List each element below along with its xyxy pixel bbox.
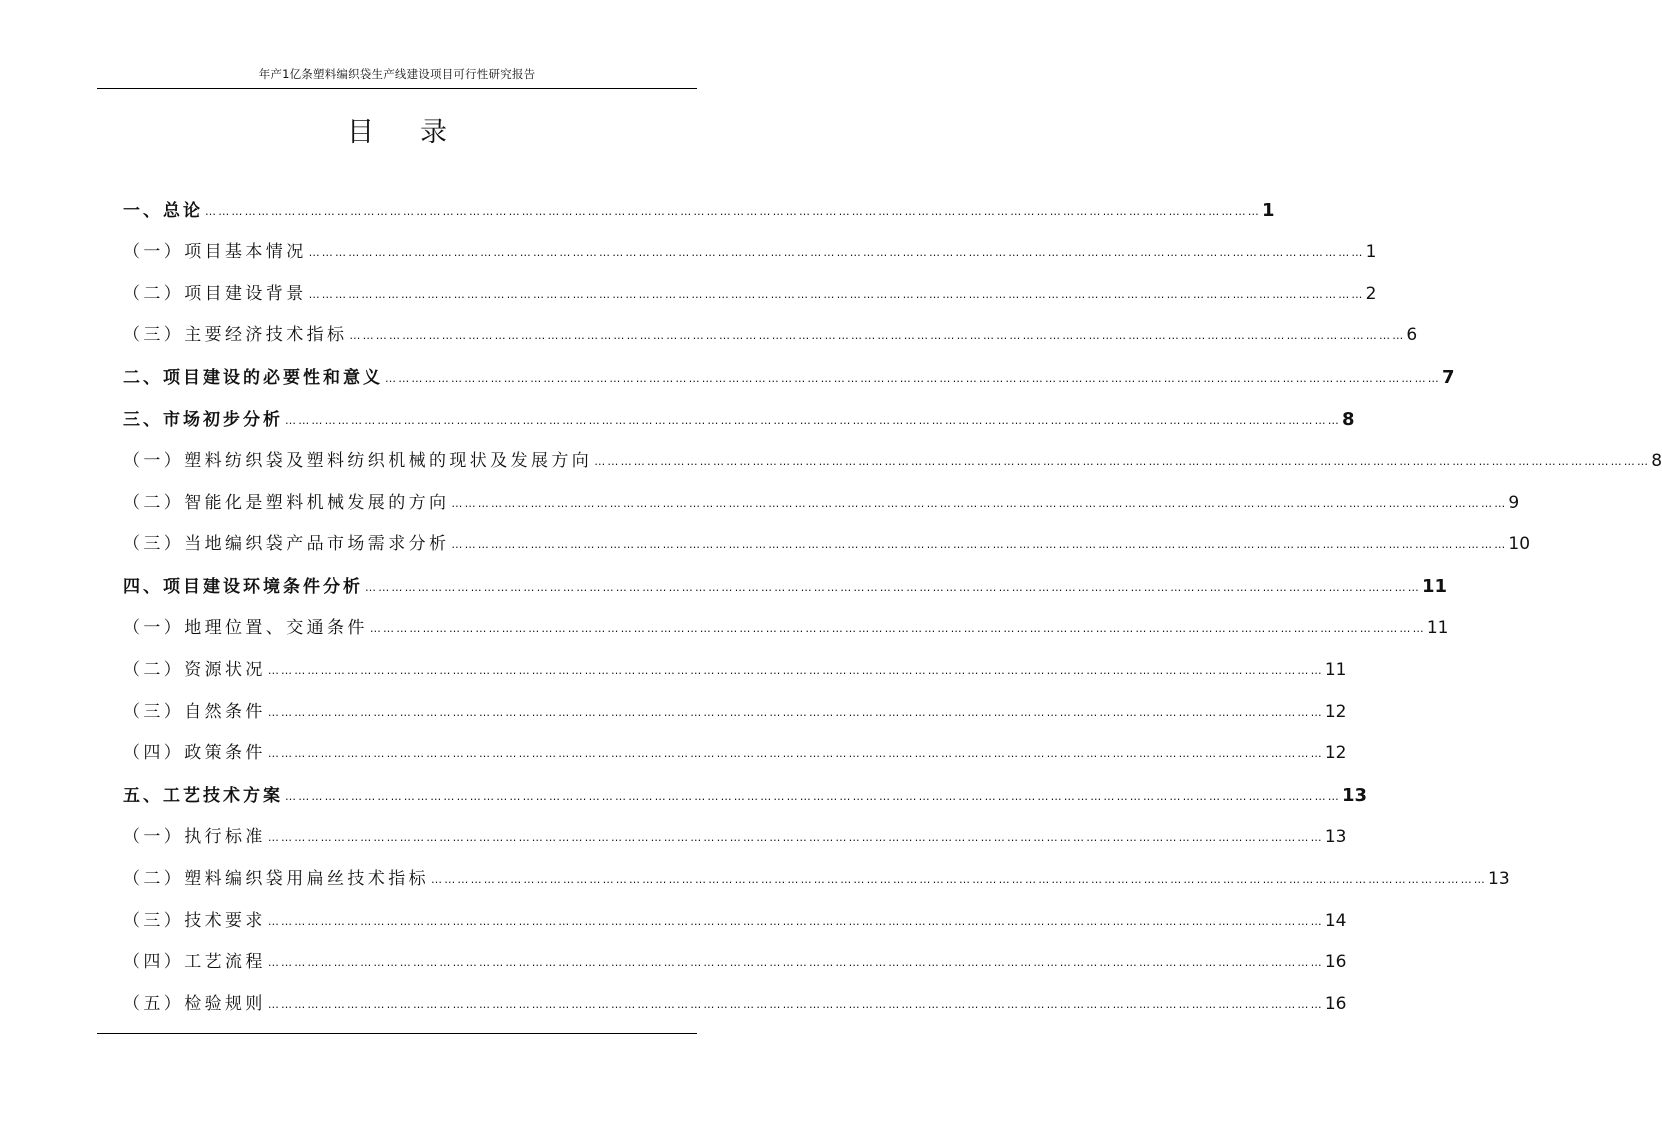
toc-dot-leader: …………………………………………………………………………………………………………………………………………………………………………………………………………………… bbox=[308, 287, 1365, 301]
toc-page-number: 11 bbox=[1324, 659, 1347, 680]
toc-dot-leader: …………………………………………………………………………………………………………………………………………………………………………………………………………………… bbox=[267, 663, 1324, 677]
toc-page-number: 13 bbox=[1342, 785, 1368, 807]
toc-page-number: 11 bbox=[1422, 576, 1448, 598]
toc-dot-leader: …………………………………………………………………………………………………………………………………………………………………………………………………………………… bbox=[285, 413, 1341, 427]
toc-page-number: 9 bbox=[1508, 492, 1520, 513]
toc-page-number: 8 bbox=[1651, 450, 1662, 471]
toc-page-number: 16 bbox=[1324, 994, 1347, 1015]
toc-page-number: 13 bbox=[1488, 868, 1510, 889]
toc-section-entry[interactable] bbox=[123, 650, 1347, 692]
toc-chapter-entry[interactable] bbox=[123, 357, 1455, 399]
running-header: 年产1亿条塑料编织袋生产线建设项目可行性研究报告 bbox=[258, 67, 536, 81]
toc-entry-label: （一）项目基本情况 bbox=[123, 241, 307, 262]
toc-dot-leader: …………………………………………………………………………………………………………………………………………………………………………………………………………………… bbox=[431, 872, 1487, 886]
table-of-contents bbox=[123, 190, 1662, 1026]
toc-entry-label: （五）检验规则 bbox=[123, 994, 266, 1015]
toc-dot-leader: …………………………………………………………………………………………………………………………………………………………………………………………………………………… bbox=[308, 245, 1365, 259]
toc-section-entry[interactable] bbox=[123, 733, 1347, 775]
toc-section-entry[interactable] bbox=[123, 441, 1662, 483]
toc-entry-label: （一）执行标准 bbox=[123, 826, 266, 847]
toc-dot-leader: …………………………………………………………………………………………………………………………………………………………………………………………………………………… bbox=[349, 329, 1406, 343]
toc-page-number: 16 bbox=[1324, 952, 1347, 973]
toc-section-entry[interactable] bbox=[123, 483, 1520, 525]
toc-entry-label: 三、市场初步分析 bbox=[123, 409, 283, 430]
toc-entry-label: （三）当地编织袋产品市场需求分析 bbox=[123, 534, 450, 555]
toc-entry-label: 二、项目建设的必要性和意义 bbox=[123, 368, 383, 389]
toc-entry-label: 四、项目建设环境条件分析 bbox=[123, 577, 363, 598]
toc-page-number: 2 bbox=[1365, 283, 1377, 304]
toc-section-entry[interactable] bbox=[123, 859, 1510, 901]
toc-dot-leader: …………………………………………………………………………………………………………………………………………………………………………………………………………………… bbox=[267, 747, 1324, 761]
toc-section-entry[interactable] bbox=[123, 984, 1347, 1026]
toc-section-entry[interactable] bbox=[123, 608, 1449, 650]
toc-dot-leader: …………………………………………………………………………………………………………………………………………………………………………………………………………………… bbox=[385, 372, 1441, 386]
toc-page-number: 6 bbox=[1406, 325, 1418, 346]
toc-section-entry[interactable] bbox=[123, 901, 1347, 943]
toc-dot-leader: …………………………………………………………………………………………………………………………………………………………………………………………………………………… bbox=[267, 830, 1324, 844]
title-char-right: 录 bbox=[420, 117, 447, 148]
toc-dot-leader: …………………………………………………………………………………………………………………………………………………………………………………………………………………… bbox=[594, 454, 1651, 468]
toc-page-number: 8 bbox=[1342, 408, 1355, 430]
toc-entry-label: （一）塑料纺织袋及塑料纺织机械的现状及发展方向 bbox=[123, 450, 593, 471]
toc-dot-leader: …………………………………………………………………………………………………………………………………………………………………………………………………………………… bbox=[205, 205, 1261, 218]
toc-section-entry[interactable] bbox=[123, 315, 1418, 357]
toc-entry-label: 一、总论 bbox=[123, 201, 203, 221]
toc-chapter-entry[interactable] bbox=[123, 399, 1355, 441]
page-title bbox=[0, 110, 794, 149]
toc-dot-leader: …………………………………………………………………………………………………………………………………………………………………………………………………………………… bbox=[285, 790, 1341, 804]
toc-page-number: 12 bbox=[1324, 701, 1347, 722]
toc-dot-leader: …………………………………………………………………………………………………………………………………………………………………………………………………………………… bbox=[267, 956, 1324, 970]
toc-section-entry[interactable] bbox=[123, 274, 1377, 316]
toc-dot-leader: …………………………………………………………………………………………………………………………………………………………………………………………………………………… bbox=[369, 621, 1426, 635]
toc-section-entry[interactable] bbox=[123, 232, 1377, 274]
toc-page-number: 12 bbox=[1324, 743, 1347, 764]
toc-entry-label: （二）塑料编织袋用扁丝技术指标 bbox=[123, 868, 429, 889]
toc-section-entry[interactable] bbox=[123, 524, 1531, 566]
toc-entry-label: 五、工艺技术方案 bbox=[123, 786, 283, 807]
footer-rule bbox=[97, 1033, 697, 1034]
toc-entry-label: （二）项目建设背景 bbox=[123, 283, 307, 304]
toc-page-number: 7 bbox=[1442, 367, 1455, 389]
toc-chapter-entry[interactable] bbox=[123, 566, 1448, 608]
toc-dot-leader: …………………………………………………………………………………………………………………………………………………………………………………………………………………… bbox=[365, 581, 1421, 595]
toc-section-entry[interactable] bbox=[123, 817, 1347, 859]
toc-dot-leader: …………………………………………………………………………………………………………………………………………………………………………………………………………………… bbox=[451, 496, 1508, 510]
toc-section-entry[interactable] bbox=[123, 692, 1347, 734]
toc-dot-leader: …………………………………………………………………………………………………………………………………………………………………………………………………………………… bbox=[267, 998, 1324, 1012]
toc-dot-leader: …………………………………………………………………………………………………………………………………………………………………………………………………………………… bbox=[267, 705, 1324, 719]
toc-page-number: 10 bbox=[1508, 534, 1531, 555]
toc-page-number: 1 bbox=[1365, 241, 1377, 262]
toc-dot-leader: …………………………………………………………………………………………………………………………………………………………………………………………………………………… bbox=[451, 538, 1508, 552]
toc-entry-label: （四）工艺流程 bbox=[123, 952, 266, 973]
toc-page-number: 11 bbox=[1426, 617, 1449, 638]
toc-entry-label: （三）技术要求 bbox=[123, 910, 266, 931]
toc-entry-label: （一）地理位置、交通条件 bbox=[123, 617, 368, 638]
toc-chapter-entry[interactable] bbox=[123, 775, 1368, 817]
toc-section-entry[interactable] bbox=[123, 942, 1347, 984]
toc-page-number: 13 bbox=[1324, 826, 1347, 847]
toc-entry-label: （四）政策条件 bbox=[123, 743, 266, 764]
toc-dot-leader: …………………………………………………………………………………………………………………………………………………………………………………………………………………… bbox=[267, 914, 1324, 928]
toc-entry-label: （三）主要经济技术指标 bbox=[123, 325, 348, 346]
toc-entry-label: （二）智能化是塑料机械发展的方向 bbox=[123, 492, 450, 513]
header-rule bbox=[97, 88, 697, 89]
toc-chapter-entry[interactable] bbox=[123, 190, 1275, 232]
toc-entry-label: （二）资源状况 bbox=[123, 659, 266, 680]
title-char-left: 目 bbox=[347, 117, 374, 148]
toc-page-number: 1 bbox=[1262, 200, 1275, 221]
toc-entry-label: （三）自然条件 bbox=[123, 701, 266, 722]
toc-page-number: 14 bbox=[1324, 910, 1347, 931]
